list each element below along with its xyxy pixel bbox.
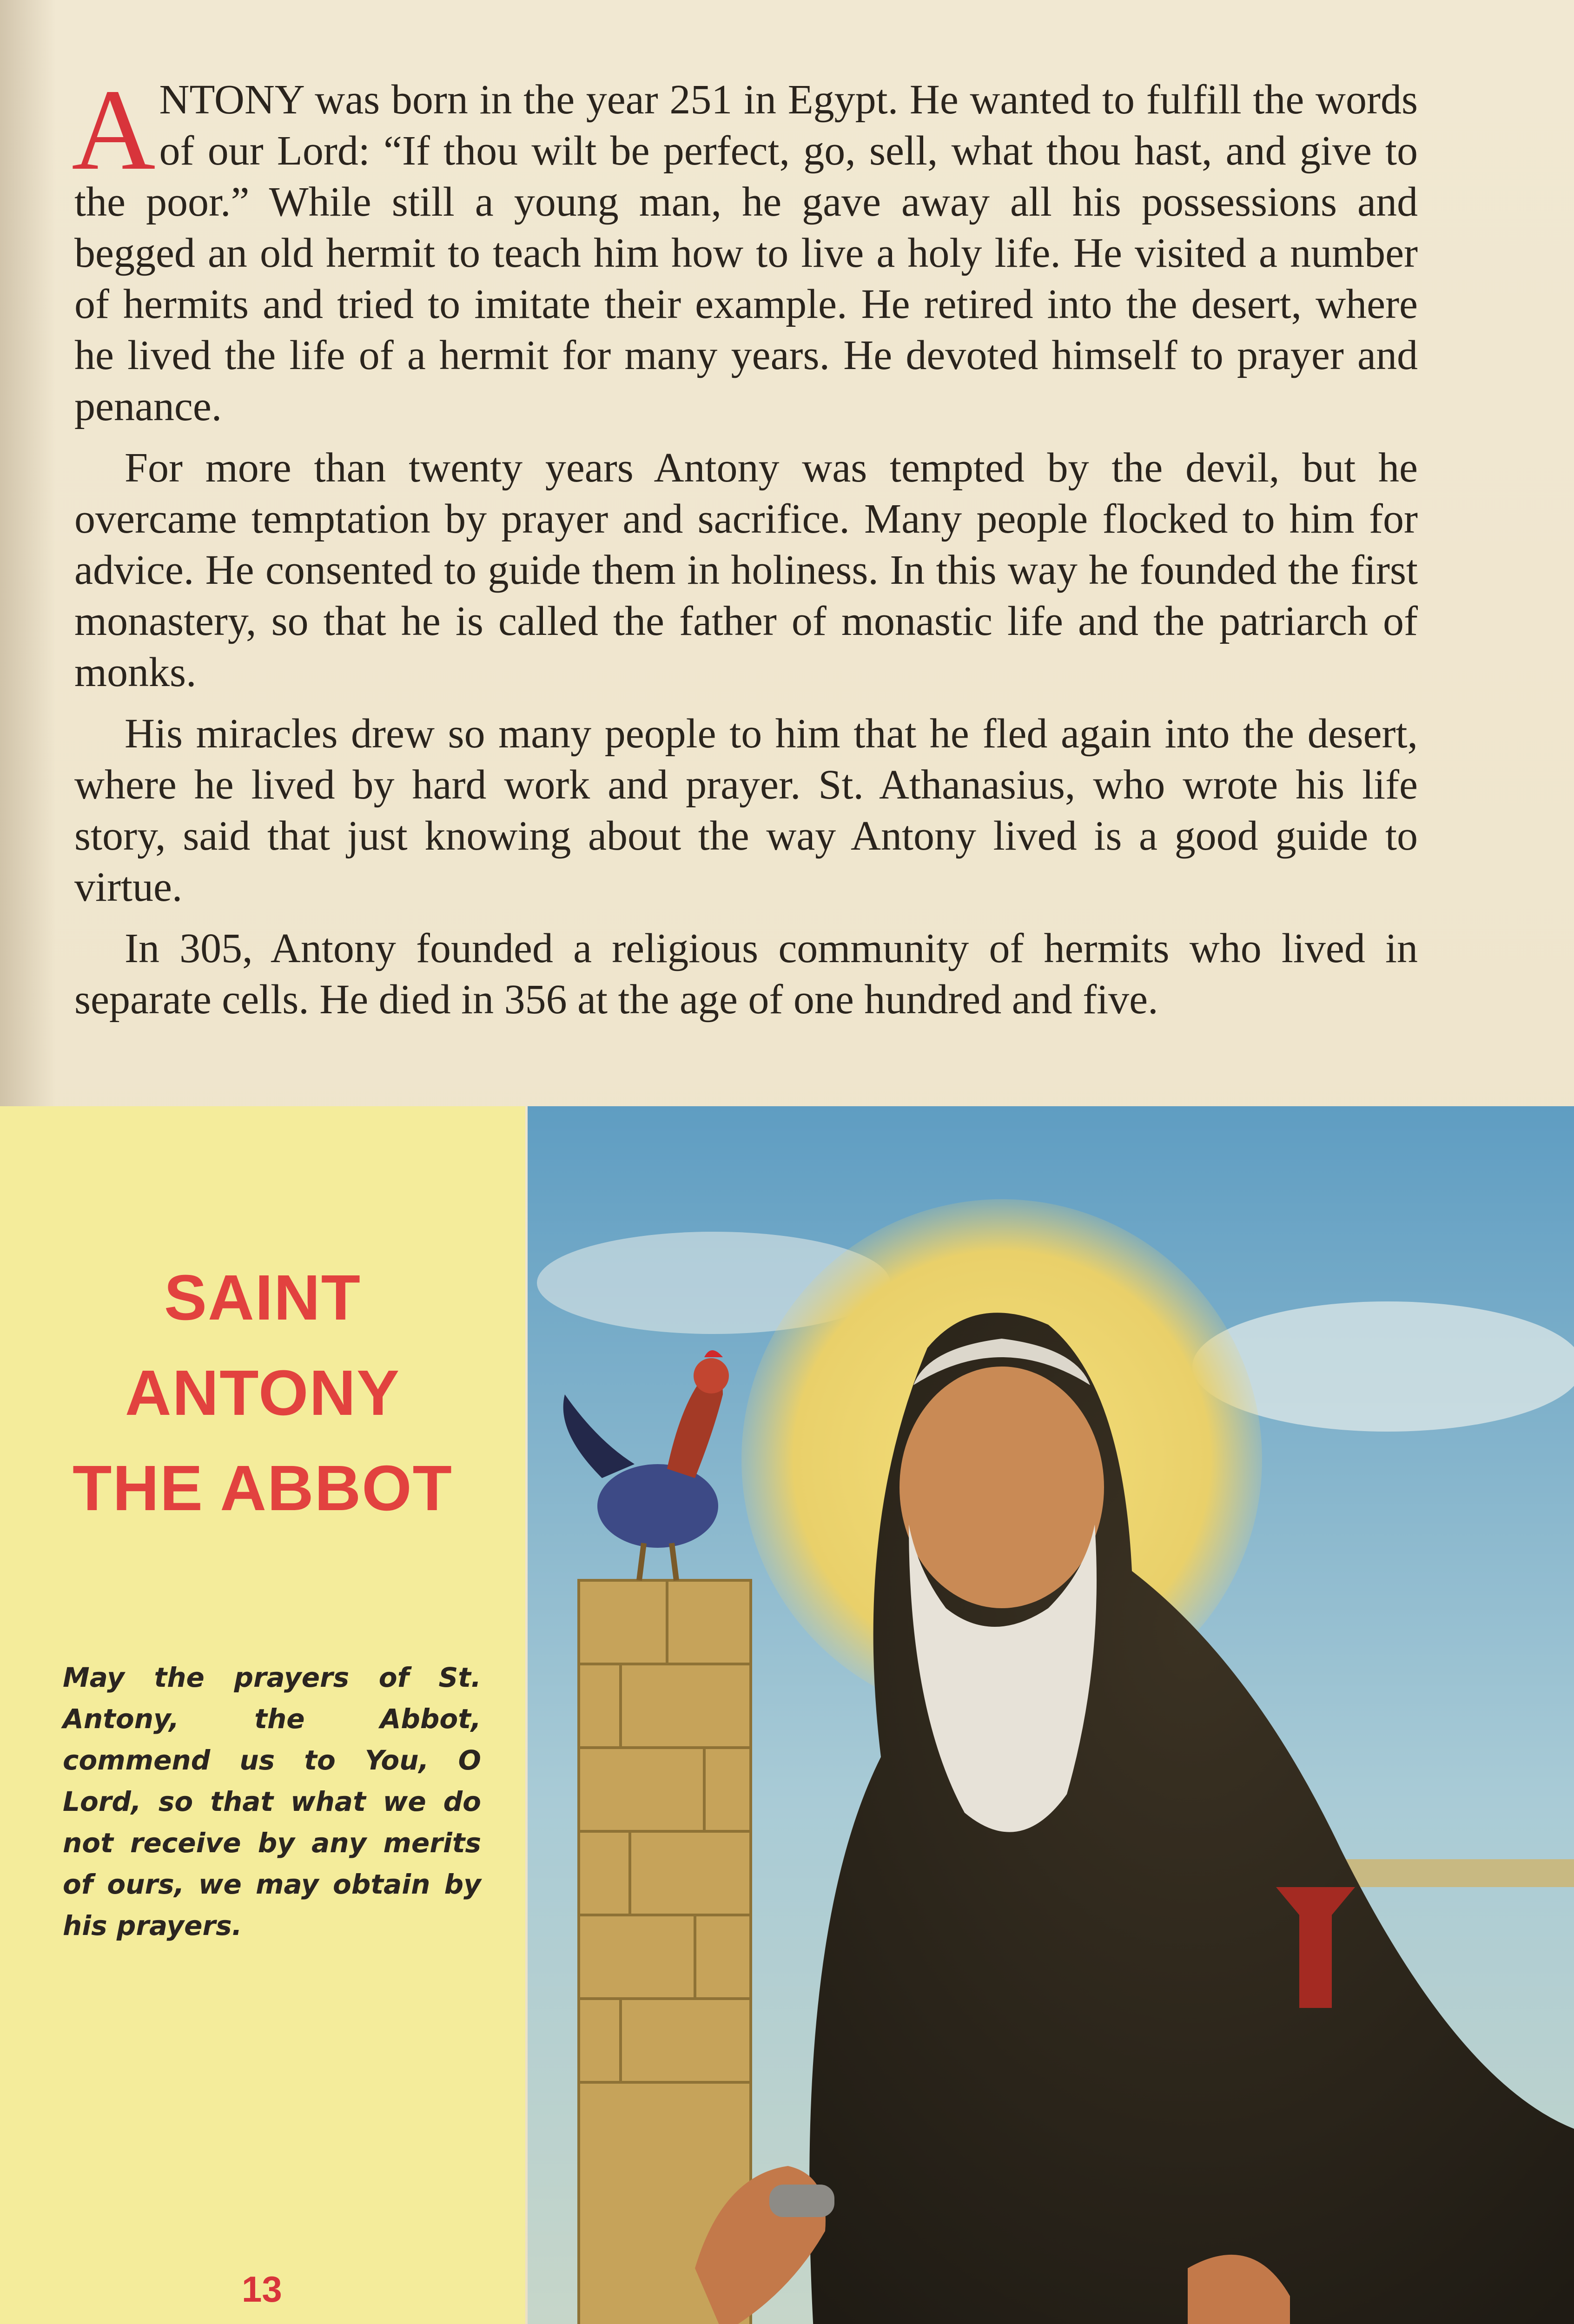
page-number: 13 <box>242 2269 282 2310</box>
paragraph-1-text: NTONY was born in the year 251 in Egypt. He wanted to fulfill the words of our Lord: “If thou wilt be perfect, go, sell, what thou hast, and give to the poor.” While still a young man, he gave away all his possessions and begged an old hermit to teach him how to live a holy life. He visited a number of hermits and tried to imitate their example. He retired into the desert, where he lived the life of a hermit for many years. He devoted himself to prayer and penance. <box>74 77 1418 429</box>
staff-icon <box>769 2185 834 2217</box>
prayer-text: May the prayers of St. Antony, the Abbot, commend us to You, O Lord, so that what we do not receive by any merits of ours, we may obtain by his prayers. <box>63 1662 481 1941</box>
saint-portrait-illustration <box>528 1106 1574 2324</box>
paragraph-1 <box>72 66 1418 432</box>
drop-cap: A <box>72 66 156 194</box>
paragraph-3: His miracles drew so many people to him that he fled again into the desert, where he lived by hard work and prayer. St. Athanasius, who wrote his life story, said that just knowing about the way Antony lived is a good guide to virtue. <box>74 711 1418 910</box>
saint-title <box>19 1250 507 1536</box>
title-line-3: THE ABBOT <box>73 1452 453 1524</box>
title-line-2: ANTONY <box>125 1357 401 1429</box>
paragraph-4: In 305, Antony founded a religious community of hermits who lived in separate cells. He died in 356 at the age of one hundred and five. <box>74 925 1418 1023</box>
article-body <box>72 66 1418 1036</box>
portrait-svg <box>528 1106 1574 2324</box>
title-line-1: SAINT <box>164 1262 361 1334</box>
paragraph-2: For more than twenty years Antony was tempted by the devil, but he overcame temptation by prayer and sacrifice. Many people flocked to him for advice. He consented to guide them in holiness. In this way he founded the first monastery, so that he is called the father of monastic life and the patriarch of monks. <box>74 445 1418 695</box>
